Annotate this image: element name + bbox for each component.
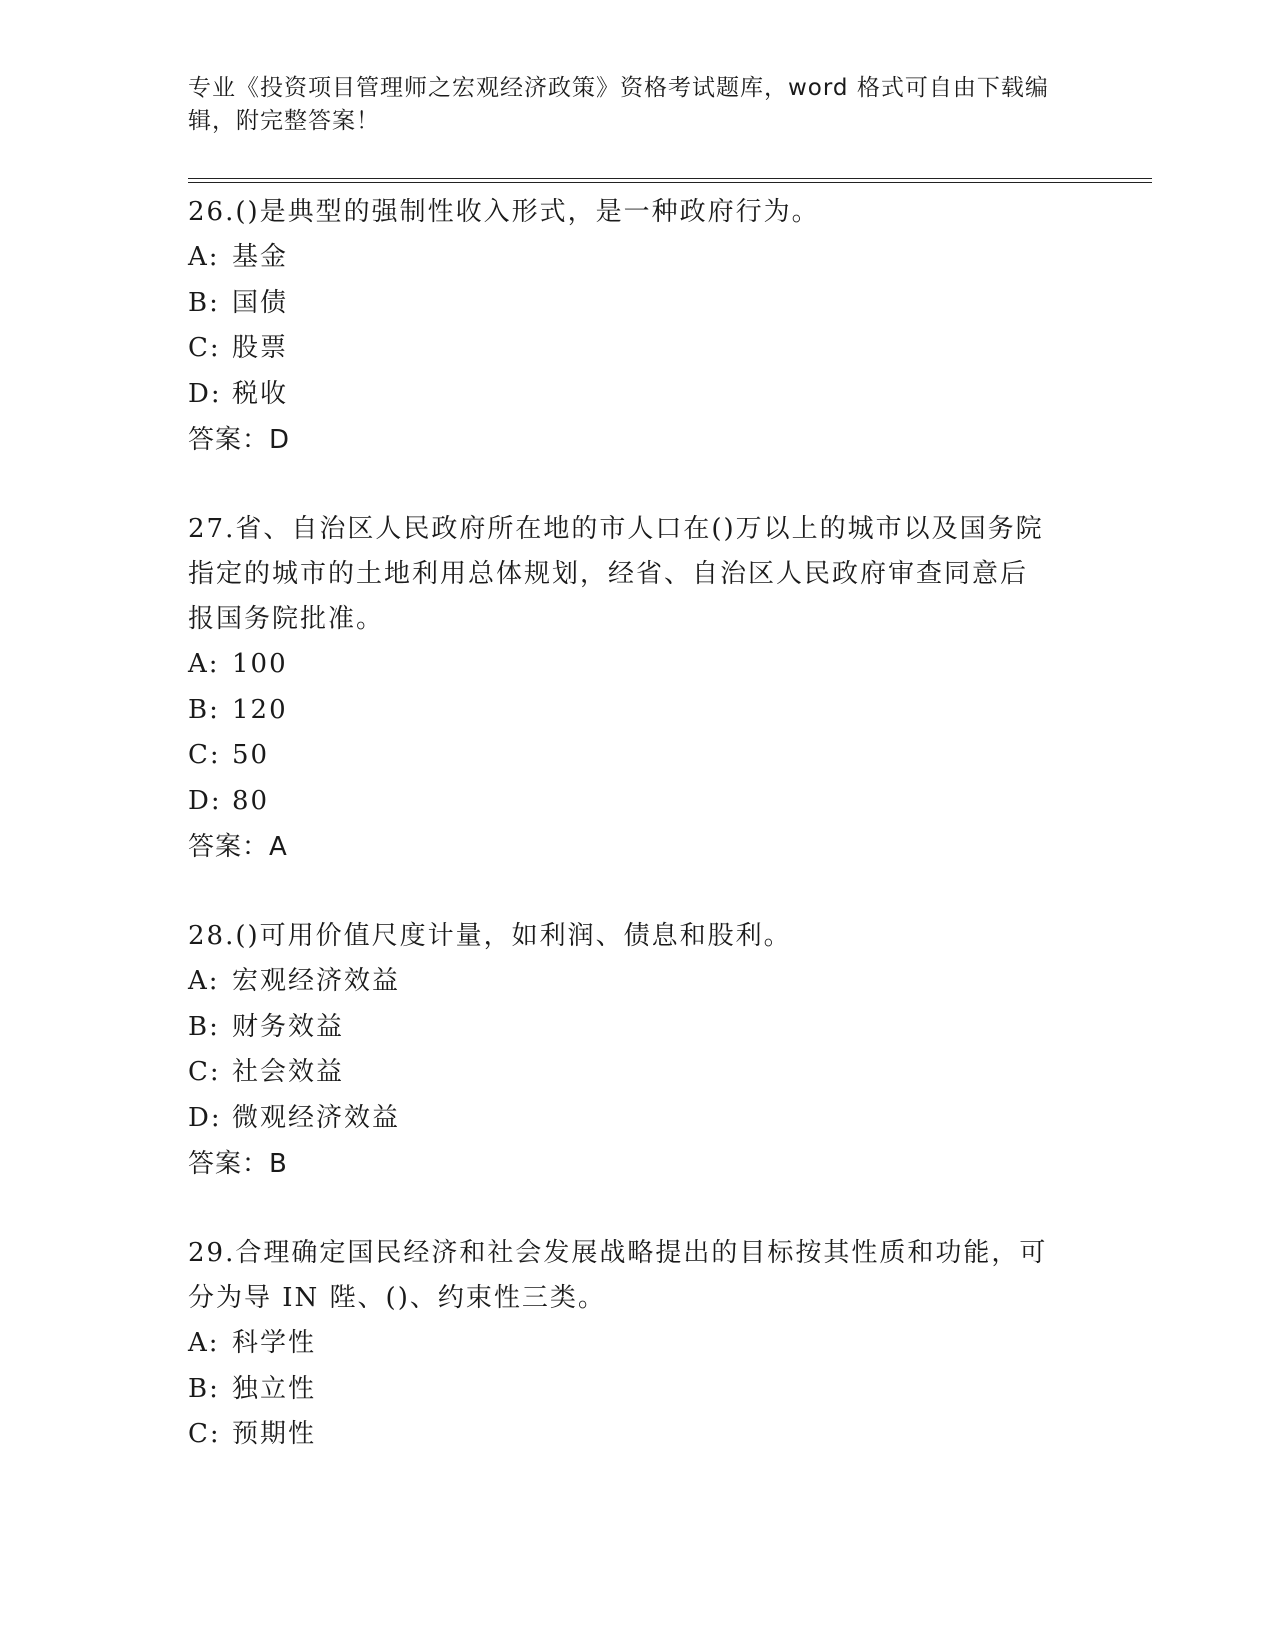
option-a — [188, 959, 1088, 1005]
option-d — [188, 372, 1088, 418]
option-letter: C: — [188, 1419, 221, 1449]
option-b — [188, 1005, 1088, 1051]
question-26 — [188, 190, 1088, 463]
option-letter: A: — [188, 1328, 220, 1358]
option-a — [188, 235, 1088, 281]
question-text-line-2: 指定的城市的土地利用总体规划，经省、自治区人民政府审查同意后 — [188, 559, 1029, 589]
question-list — [188, 190, 1088, 1458]
question-text-line-3: 报国务院批准。 — [188, 604, 385, 634]
option-text: 股票 — [232, 333, 289, 363]
document-header — [188, 72, 1068, 138]
option-text: 税收 — [232, 378, 289, 409]
option-text: 120 — [232, 694, 288, 725]
option-a — [188, 1321, 1088, 1367]
option-letter: A: — [188, 649, 220, 679]
option-letter: D: — [188, 1102, 222, 1133]
option-c — [188, 1050, 1088, 1096]
option-letter: C: — [188, 333, 221, 363]
option-b — [188, 1367, 1088, 1413]
option-letter: B: — [188, 1011, 220, 1042]
header-divider-top — [188, 178, 1152, 179]
option-text: 社会效益 — [232, 1057, 345, 1087]
question-text: 26.()是典型的强制性收入形式，是一种政府行为。 — [188, 197, 820, 227]
option-letter: B: — [188, 694, 220, 725]
spacer — [188, 870, 1088, 914]
option-text: 宏观经济效益 — [232, 966, 401, 996]
option-letter: A: — [188, 242, 220, 272]
option-text: 预期性 — [232, 1419, 317, 1449]
spacer — [188, 463, 1088, 507]
option-d — [188, 779, 1088, 825]
answer-label: 答案：D — [188, 425, 291, 455]
question-text: 28.()可用价值尺度计量，如利润、债息和股利。 — [188, 921, 792, 951]
option-c — [188, 1412, 1088, 1458]
option-b — [188, 281, 1088, 327]
option-text: 国债 — [232, 287, 289, 318]
option-letter: D: — [188, 378, 222, 409]
option-c — [188, 326, 1088, 372]
question-text-line-1: 27.省、自治区人民政府所在地的市人口在()万以上的城市以及国务院 — [188, 514, 1044, 544]
option-text: 80 — [232, 785, 270, 816]
option-a — [188, 642, 1088, 688]
option-letter: C: — [188, 1057, 221, 1087]
option-letter: A: — [188, 966, 220, 996]
option-text: 50 — [232, 740, 270, 770]
option-text: 财务效益 — [232, 1011, 345, 1042]
option-letter: C: — [188, 740, 221, 770]
header-divider-bottom — [188, 182, 1152, 183]
option-letter: D: — [188, 785, 222, 816]
option-text: 科学性 — [232, 1328, 317, 1358]
option-b — [188, 688, 1088, 734]
spacer — [188, 1187, 1088, 1231]
question-29 — [188, 1231, 1088, 1458]
header-line-1: 专业《投资项目管理师之宏观经济政策》资格考试题库，word 格式可自由下载编 — [188, 75, 1049, 101]
option-c — [188, 733, 1088, 779]
answer-label: 答案：B — [188, 1149, 288, 1179]
question-28 — [188, 914, 1088, 1187]
option-d — [188, 1096, 1088, 1142]
option-text: 独立性 — [232, 1373, 317, 1404]
option-text: 基金 — [232, 242, 289, 272]
option-letter: B: — [188, 287, 220, 318]
question-text-line-1: 29.合理确定国民经济和社会发展战略提出的目标按其性质和功能，可 — [188, 1238, 1048, 1268]
header-line-2: 辑，附完整答案！ — [188, 108, 380, 134]
question-text-line-2: 分为导 IN 陛、()、约束性三类。 — [188, 1283, 606, 1313]
answer-label: 答案：A — [188, 832, 288, 862]
option-text: 微观经济效益 — [232, 1102, 401, 1133]
option-letter: B: — [188, 1373, 220, 1404]
option-text: 100 — [232, 649, 288, 679]
question-27 — [188, 507, 1088, 870]
